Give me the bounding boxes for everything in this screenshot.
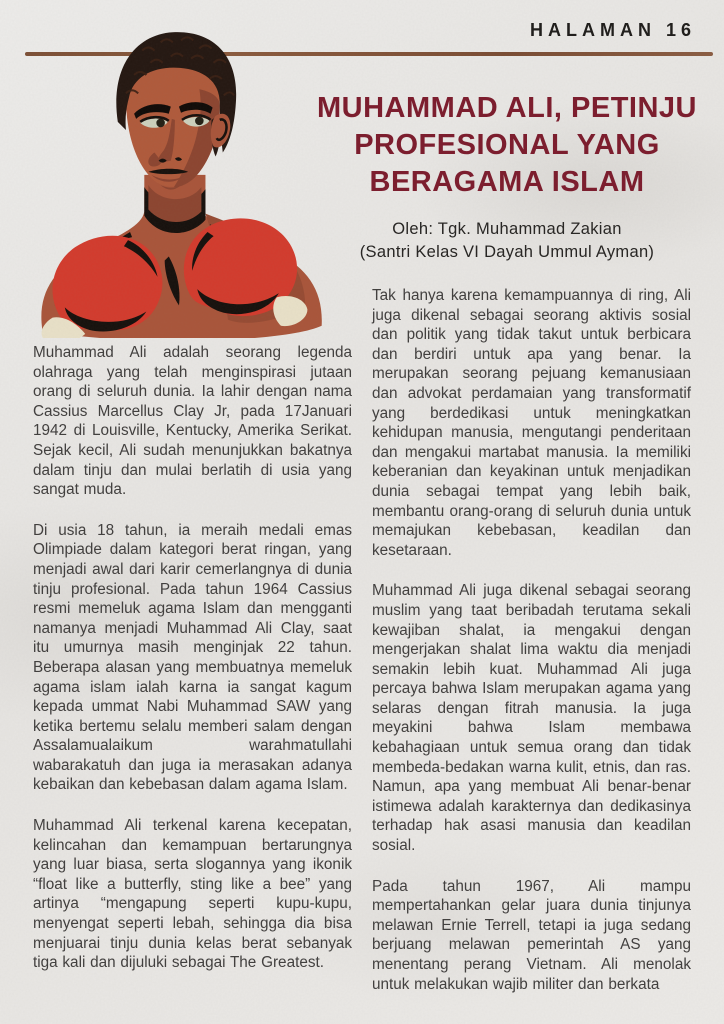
- paragraph: Di usia 18 tahun, ia meraih medali emas Olimpiade dalam kategori berat ringan, yang menjadi awal dari karir cemerlangnya di dunia tinju profesional. Pada tahun 1964 Cassius resmi memeluk agama Islam dan mengganti namanya menjadi Muhammad Ali Clay, saat itu umurnya masih menginjak 22 tahun. Beberapa alasan yang membuatnya memeluk agama islam ialah karna ia sangat kagum kepada ummat Nabi Muhammad SAW yang ketika bertemu selalu memberi salam dengan Assalamualaikum warahmatullahi wabarakatuh dan juga ia merasakan adanya kebaikan dan kebebasan dalam agama Islam.: [33, 521, 352, 794]
- paragraph: Muhammad Ali juga dikenal sebagai seorang muslim yang taat beribadah terutama sekali kewajiban shalat, ia mengakui dengan mengerjakan shalat lima waktu dia menjadi semakin lebih kuat. Muhammad Ali juga percaya bahwa Islam merupakan agama yang selaras dengan fitrah manusia. Ia juga meyakini bahwa Islam membawa kebahagiaan untuk semua orang dan tidak membeda-bedakan warna kulit, etnis, dan ras. Namun, apa yang membuat Ali benar-benar istimewa adalah karakternya dan dedikasinya terhadap hak asasi manusia dan keadilan sosial.: [372, 582, 691, 855]
- page-number-label: HALAMAN 16: [529, 20, 696, 40]
- article-title: [293, 90, 721, 201]
- article-title-line: BERAGAMA ISLAM: [369, 166, 645, 198]
- right-text-column: [372, 286, 691, 994]
- paragraph: Muhammad Ali adalah seorang legenda olahraga yang telah menginspirasi jutaan orang di seluruh dunia. Ia lahir dengan nama Cassius Marcellus Clay Jr, pada 17Januari 1942 di Louisville, Kentucky, Amerika Serikat. Sejak kecil, Ali sudah menunjukkan bakatnya dalam tinju dan mulai berlatih di usia yang sangat muda.: [33, 344, 352, 499]
- byline-affiliation: (Santri Kelas VI Dayah Ummul Ayman): [359, 243, 655, 261]
- left-text-column: [33, 343, 352, 973]
- paragraph: Muhammad Ali terkenal karena kecepatan, kelincahan dan kemampuan bertarungnya yang luar biasa, serta slogannya yang ikonik “float like a butterfly, sting like a bee” yang artinya “mengapung seperti kupu-kupu, menyengat seperti lebah, sehingga dia bisa menjuarai tinju dunia kelas berat sebanyak tiga kali dan dijuluki sebagai The Greatest.: [33, 817, 352, 972]
- article-title-line: PROFESIONAL YANG: [354, 129, 660, 161]
- muhammad-ali-illustration: [28, 22, 334, 338]
- paragraph: Tak hanya karena kemampuannya di ring, Ali juga dikenal sebagai seorang aktivis sosial dan politik yang tidak takut untuk berbicara dan berdiri untuk apa yang benar. Ia merupakan seorang pejuang kemanusiaan dan advokat perdamaian yang transformatif yang berdedikasi untuk meningkatkan kehidupan manusia, mengutangi penderitaan dan mengakui martabat manusia. Ia memiliki keberanian dan keyakinan untuk menjadikan dunia sebagai tempat yang lebih baik, membantu orang-orang di seluruh dunia untuk memajukan kebebasan, keadilan dan kesetaraan.: [372, 287, 691, 559]
- paragraph: Pada tahun 1967, Ali mampu mempertahankan gelar juara dunia tinjunya melawan Ernie Terrell, tetapi ia juga sedang berjuang melawan pemerintah AS yang menentang perang Vietnam. Ali menolak untuk melakukan wajib militer dan berkata: [372, 877, 691, 993]
- byline-author: Oleh: Tgk. Muhammad Zakian: [392, 220, 622, 238]
- article-byline: [293, 218, 721, 264]
- article-title-line: MUHAMMAD ALI, PETINJU: [317, 92, 697, 124]
